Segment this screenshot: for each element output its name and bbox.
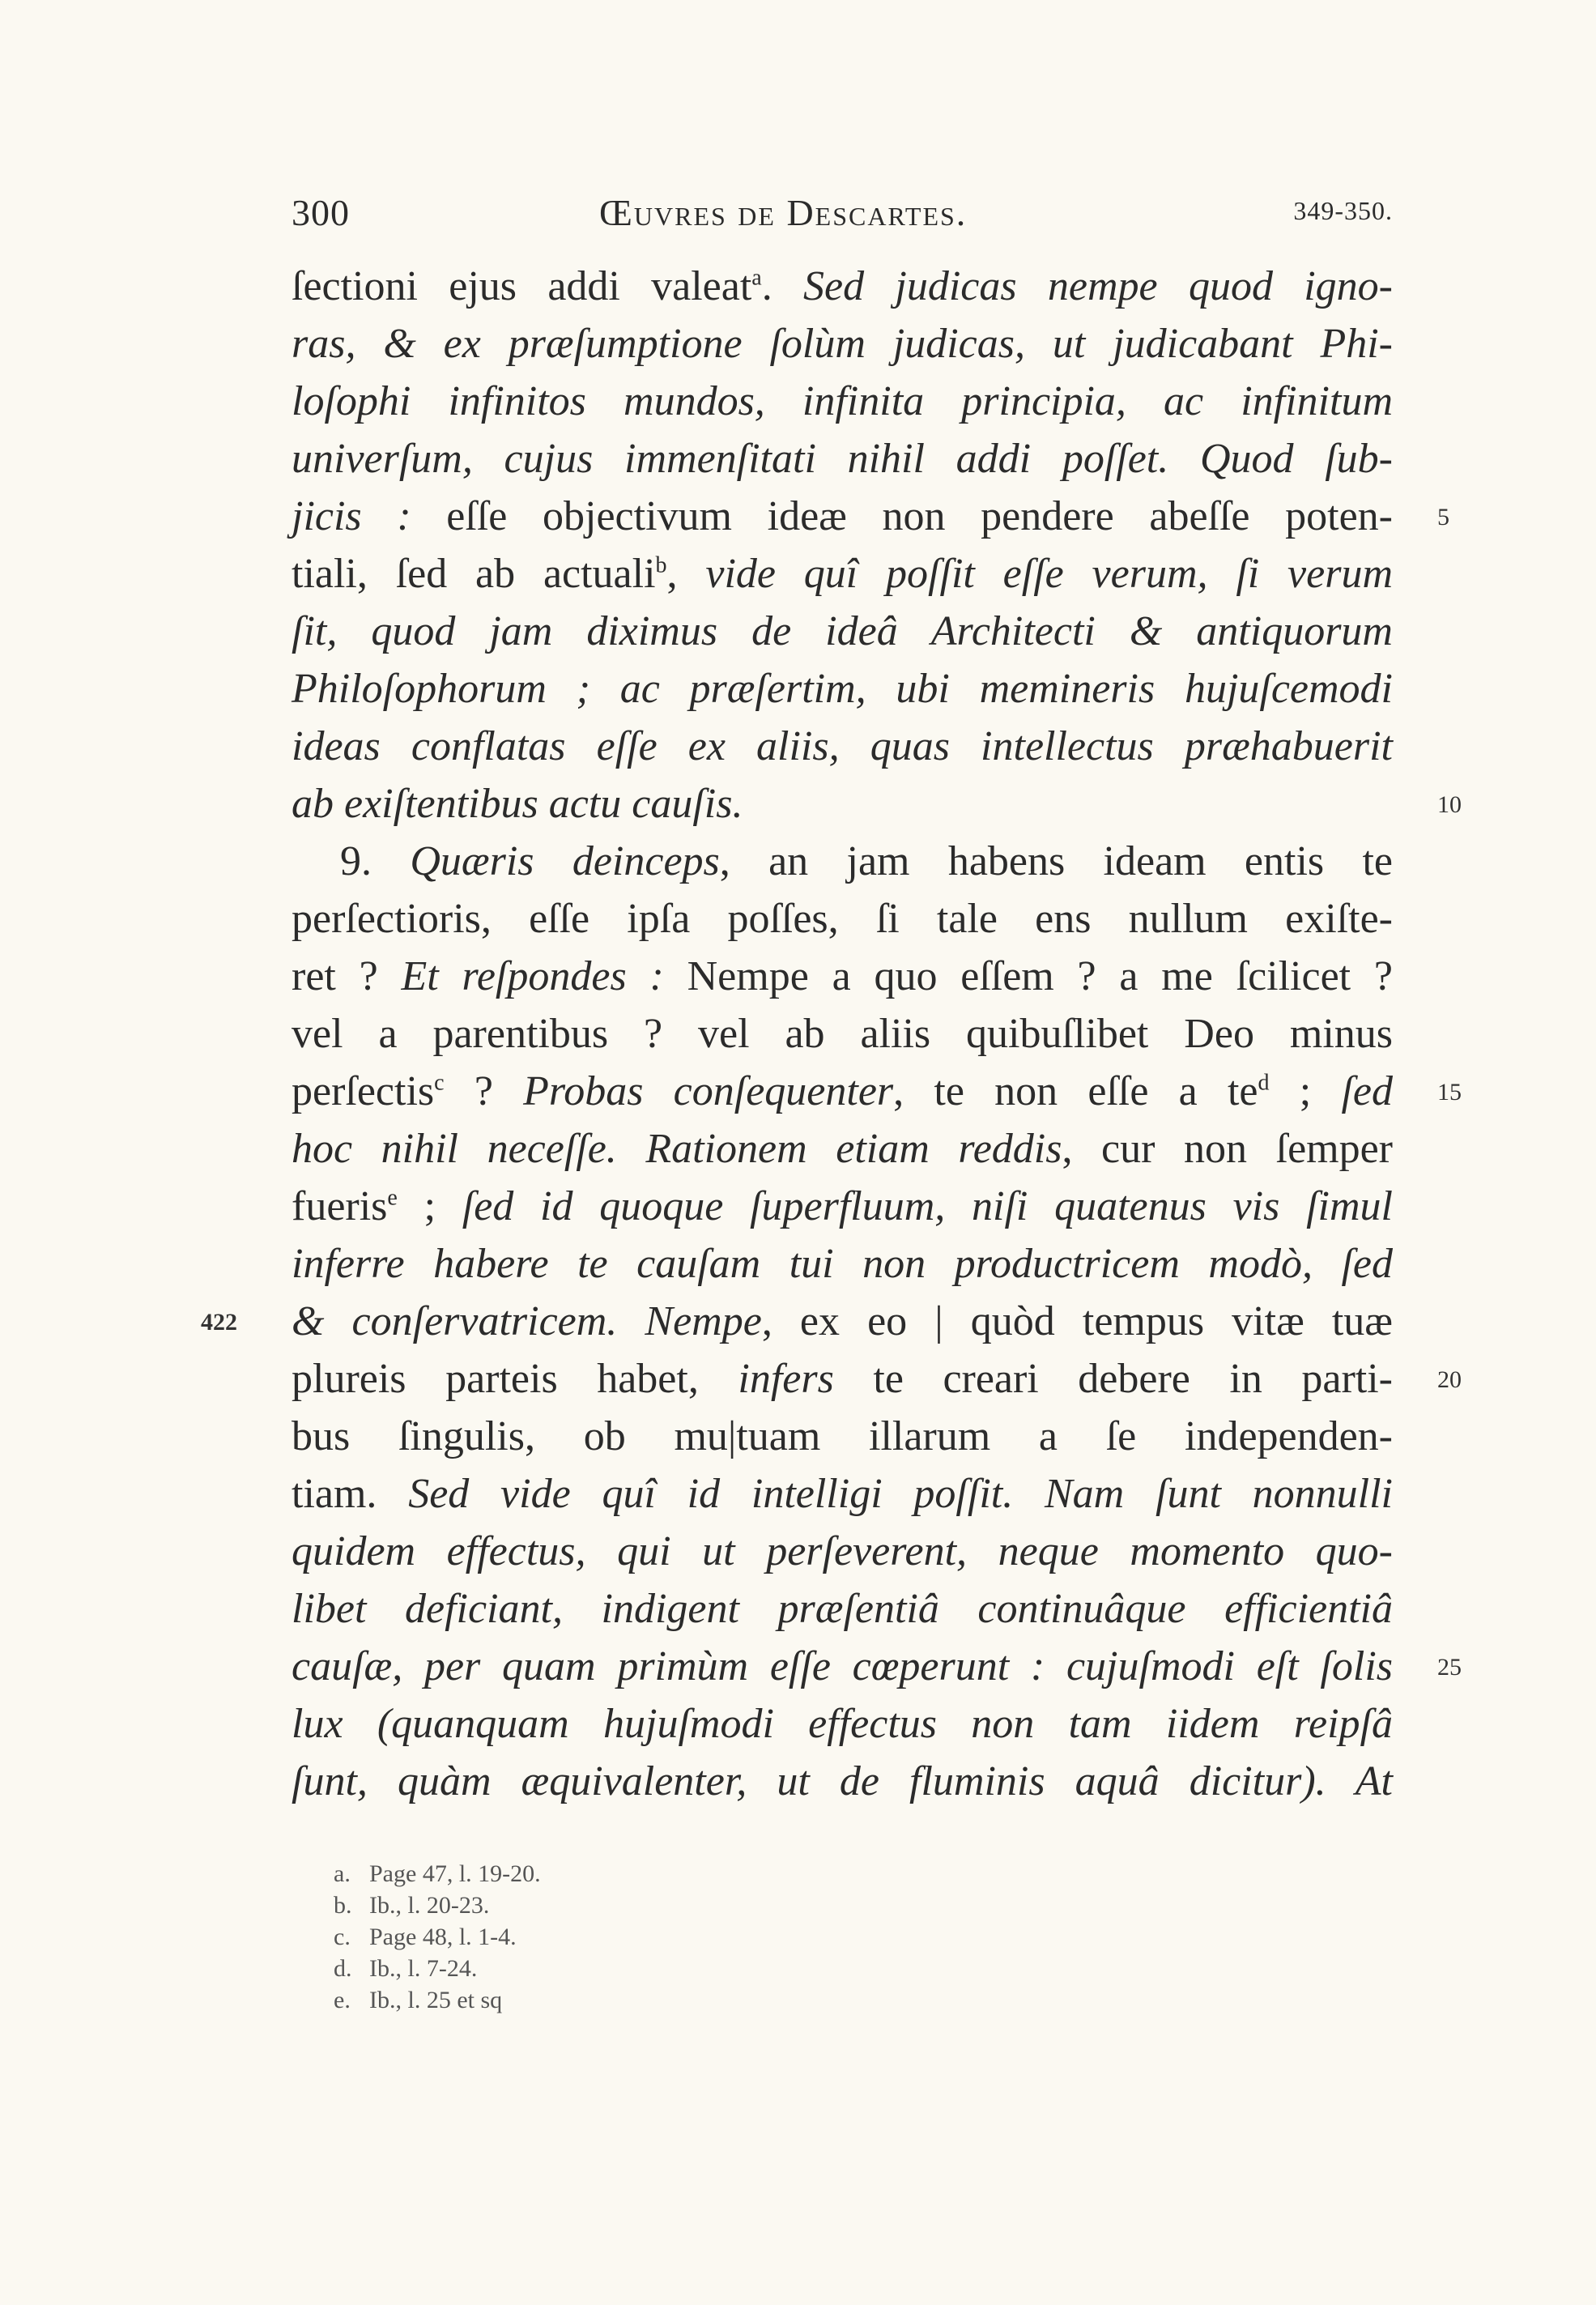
footnote	[334, 1984, 541, 2016]
roman-span: Nempe a quo eſſem ? a me ſcilicet ?	[687, 953, 1393, 999]
line-number: 25	[1437, 1654, 1462, 1681]
footnote	[334, 1953, 541, 1984]
italic-span: Sed judicas nempe quod igno-	[803, 263, 1394, 309]
text-line	[292, 1465, 1393, 1523]
roman-span: perſectioris, eſſe ipſa poſſes, ſi tale ens nullum exiſte-	[292, 896, 1393, 942]
line-number: 5	[1437, 504, 1449, 530]
footnote	[334, 1890, 541, 1921]
italic-span: univerſum, cujus immenſitati nihil addi poſſet. Quod ſub-	[292, 436, 1393, 482]
text-line	[292, 258, 1393, 315]
text-line	[292, 1235, 1393, 1293]
roman-span: .	[761, 263, 804, 309]
text-line	[292, 1408, 1393, 1465]
italic-span: cauſæ, per quam primùm eſſe cœperunt : cujuſmodi eſt ſolis	[292, 1643, 1393, 1689]
italic-span: & conſervatricem. Nempe	[292, 1298, 762, 1344]
body-text	[292, 258, 1393, 1810]
footnote-text: Ib., l. 20-23.	[369, 1892, 490, 1919]
text-line	[292, 1580, 1393, 1638]
text-line	[292, 1293, 1393, 1350]
italic-span: ab exiſtentibus actu cauſis.	[292, 781, 743, 827]
italic-span: ſit, quod jam diximus de ideâ Architecti & antiquorum	[292, 608, 1393, 654]
text-line	[292, 833, 1393, 890]
footnotes	[334, 1858, 541, 2016]
text-line	[292, 1753, 1393, 1810]
footnote-key: d.	[334, 1955, 352, 1982]
roman-span: ?	[444, 1068, 524, 1114]
text-line	[292, 948, 1393, 1005]
roman-span: ;	[1269, 1068, 1342, 1114]
text-line	[292, 603, 1393, 660]
roman-span: te creari debere in parti-	[833, 1356, 1393, 1402]
footnote-marker: e	[387, 1185, 398, 1211]
footnote	[334, 1921, 541, 1953]
footnote-marker: d	[1258, 1070, 1270, 1096]
footnote-key: c.	[334, 1924, 351, 1950]
italic-span: libet deficiant, indigent præſentiâ continuâque efficientiâ	[292, 1586, 1393, 1632]
italic-span: inferre habere te cauſam tui non productricem modò, ſed	[292, 1241, 1393, 1287]
roman-span: ,	[666, 551, 706, 597]
text-line	[292, 1178, 1393, 1235]
page-reference: 349-350.	[1293, 196, 1393, 225]
footnote	[334, 1858, 541, 1890]
text-line	[292, 545, 1393, 603]
text-line	[292, 718, 1393, 775]
italic-span: ſed id quoque ſuperfluum, niſi quatenus vis ſimul	[462, 1183, 1393, 1229]
footnote-marker: a	[751, 265, 762, 291]
text-line	[292, 660, 1393, 718]
italic-span: loſophi infinitos mundos, infinita principia, ac infinitum	[292, 378, 1393, 424]
text-line	[292, 1695, 1393, 1753]
italic-span: ras, & ex præſumptione ſolùm judicas, ut judicabant Phi-	[292, 321, 1393, 367]
italic-span: ſed	[1341, 1068, 1393, 1114]
italic-span: vide quî poſſit eſſe verum, ſi verum	[705, 551, 1393, 597]
text-line	[292, 775, 1393, 833]
footnote-key: e.	[334, 1987, 351, 2013]
line-number: 15	[1437, 1079, 1462, 1106]
roman-span: tiali, ſed ab actuali	[292, 551, 656, 597]
italic-span: Philoſophorum ; ac præſertim, ubi memineris hujuſcemodi	[292, 666, 1393, 712]
italic-span: jicis :	[292, 493, 447, 539]
roman-span: bus ſingulis, ob mu|tuam illarum a ſe independen-	[292, 1413, 1393, 1459]
text-line	[292, 430, 1393, 488]
running-header	[292, 191, 1393, 240]
footnote-text: Page 48, l. 1-4.	[369, 1924, 517, 1950]
text-line	[292, 1523, 1393, 1580]
text-line	[292, 373, 1393, 430]
roman-span: 9.	[340, 838, 411, 884]
footnote-marker: b	[655, 552, 667, 578]
italic-span: Quæris deinceps	[410, 838, 720, 884]
roman-span: eſſe objectivum ideæ non pendere abeſſe poten-	[446, 493, 1393, 539]
roman-span: , an jam habens ideam entis te	[719, 838, 1394, 884]
text-line	[292, 315, 1393, 373]
margin-page-ref: 422	[201, 1309, 237, 1336]
roman-span: ;	[397, 1183, 462, 1229]
text-line	[292, 1638, 1393, 1695]
italic-span: ſunt, quàm æquivalenter, ut de fluminis aquâ dicitur). At	[292, 1758, 1393, 1804]
roman-span: perſectis	[292, 1068, 435, 1114]
roman-span: , ex eo | quòd tempus vitæ tuæ	[761, 1298, 1393, 1344]
italic-span: Probas conſequenter	[523, 1068, 894, 1114]
roman-span: , cur non ſemper	[1062, 1126, 1393, 1172]
running-title: Œuvres de Descartes.	[599, 192, 968, 233]
text-line	[292, 1063, 1393, 1120]
italic-span: ideas conflatas eſſe ex aliis, quas intellectus præhabuerit	[292, 723, 1393, 769]
roman-span: , te non eſſe a te	[893, 1068, 1258, 1114]
footnote-text: Ib., l. 7-24.	[369, 1955, 478, 1982]
line-number: 20	[1437, 1366, 1462, 1393]
italic-span: hoc nihil neceſſe. Rationem etiam reddis	[292, 1126, 1062, 1172]
line-number: 10	[1437, 791, 1462, 818]
italic-span: Et reſpondes :	[401, 953, 687, 999]
footnote-marker: c	[434, 1070, 445, 1096]
page-number: 300	[292, 192, 350, 233]
italic-span: quidem effectus, qui ut perſeverent, neque momento quo-	[292, 1528, 1393, 1574]
roman-span: plureis parteis habet,	[292, 1356, 738, 1402]
text-line	[292, 890, 1393, 948]
italic-span: lux (quanquam hujuſmodi effectus non tam iidem reipſâ	[292, 1701, 1393, 1747]
roman-span: fueris	[292, 1183, 388, 1229]
roman-span: ſectioni ejus addi valeat	[292, 263, 752, 309]
roman-span: ret ?	[292, 953, 402, 999]
text-line	[292, 488, 1393, 545]
text-line	[292, 1005, 1393, 1063]
roman-span: vel a parentibus ? vel ab aliis quibuſlibet Deo minus	[292, 1011, 1393, 1057]
footnote-text: Page 47, l. 19-20.	[369, 1860, 541, 1887]
italic-span: infers	[738, 1356, 834, 1402]
text-line	[292, 1350, 1393, 1408]
roman-span: tiam.	[292, 1471, 409, 1517]
italic-span: Sed vide quî id intelligi poſſit. Nam ſunt nonnulli	[408, 1471, 1394, 1517]
text-line	[292, 1120, 1393, 1178]
footnote-key: b.	[334, 1892, 352, 1919]
footnote-text: Ib., l. 25 et sq	[369, 1987, 503, 2013]
footnote-key: a.	[334, 1860, 351, 1887]
